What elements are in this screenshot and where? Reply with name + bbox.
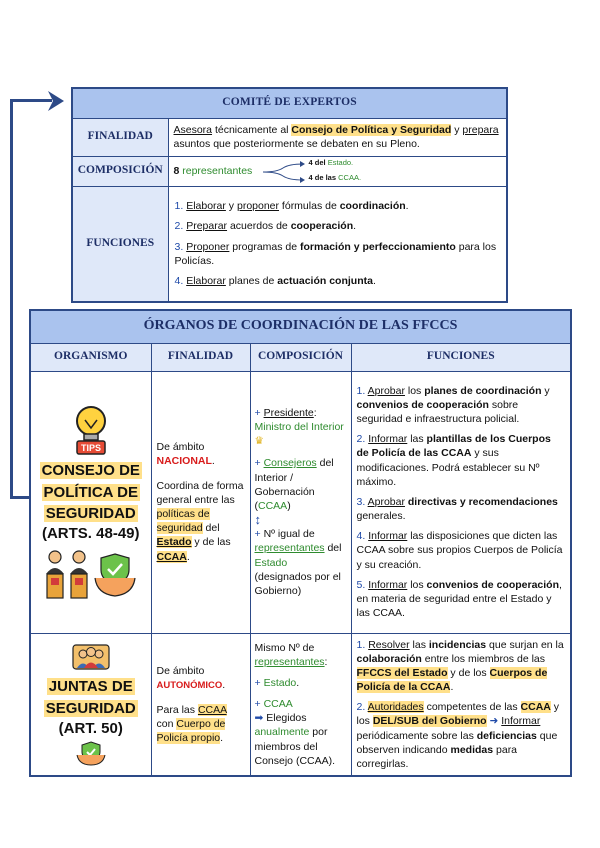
num: 1. [356,384,366,397]
text: los [407,578,427,591]
arrow-right-icon [46,90,66,112]
text: Estado. [327,157,354,167]
text: convenios de cooperación [356,398,489,411]
text: . [353,220,357,233]
num: 3. [356,495,366,508]
word-prepara: prepara [462,123,499,136]
ambito-nacional: NACIONAL [156,455,212,468]
num: 3. [174,240,184,253]
text: representantes [254,655,325,668]
text: los [404,384,425,397]
num: 2. [356,433,366,446]
text: . [450,681,454,694]
text: Informar [501,715,541,728]
text: Elaborar [186,275,226,287]
text: Estado [254,556,288,569]
text: . [186,550,190,563]
text: Nº igual de [263,528,315,541]
consejo-art: (ARTS. 48-49) [41,525,140,543]
list-item [175,274,501,288]
text: , en materia de seguridad entre el Estado y las CCAA. [356,578,562,620]
num: 5. [356,578,366,591]
text: cooperación [290,220,354,233]
text: convenios de cooperación [426,578,559,591]
list-item [357,384,566,427]
text: Cuerpos de Policía de la CCAA [356,666,548,694]
text: Autoridades [367,701,424,714]
list-item [357,638,566,695]
text: Resolver [368,638,410,651]
text: actuación conjunta [277,275,373,287]
text: Coordina de forma general entre las [156,479,244,506]
text: generales. [356,510,406,523]
connector-vertical [10,99,13,498]
text: y [225,200,237,213]
juntas-finalidad-cell [151,633,250,776]
organos-title: ÓRGANOS DE COORDINACIÓN DE LAS FFCCS [30,310,571,343]
text: CCAA [520,701,551,714]
text: Proponer [186,240,230,253]
juntas-organismo-cell [30,633,151,776]
text: Mismo Nº de [254,641,315,654]
branch-ccaa [309,173,362,183]
text: coordinación [339,200,406,213]
text: del Interior / Gobernación ( [254,457,334,512]
text: CCAA. [338,172,362,182]
text: colaboración [356,652,422,665]
list-item [357,700,566,771]
text: Estado [156,536,192,549]
text: + [254,676,264,689]
text: con [156,717,177,730]
comite-funciones-list [168,186,507,302]
list-item [357,495,566,523]
num: 2. [356,701,366,714]
text: por miembros del Consejo (CCAA). [254,726,336,767]
branch-estado [309,158,354,168]
shield-hands-icon [74,740,108,766]
text: Ministro del Interior [254,420,344,433]
text: y sus modificaciones. Podrá establecer su Nº máximo. [356,447,540,488]
updown-arrow-icon: ↕ [254,512,261,528]
comite-finalidad-text [168,118,507,156]
text: Aprobar [367,384,405,397]
branch-arrows-icon [261,160,307,184]
text: Cuerpo de Policía propio [156,717,226,744]
col-header-funciones: FUNCIONES [351,343,571,371]
text: Presidente [263,406,314,419]
text: Preparar [186,220,228,233]
text: programas de [229,240,301,253]
comite-composicion-text [168,156,507,186]
text: acuerdos de [227,220,291,233]
text: Elaborar [186,200,226,213]
juntas-art: (ART. 50) [58,719,123,737]
text: técnicamente al [212,123,292,136]
juntas-name: JUNTAS DE SEGURIDAD [45,678,136,717]
text: sobre seguridad e infraestructura policial. [356,398,520,426]
text: Informar [368,530,408,543]
comite-funciones-label: FUNCIONES [72,186,168,302]
text: Consejeros [263,457,317,470]
list-item [175,219,501,233]
connector-bottom [10,496,30,499]
text: asuntos que posteriormente se debaten en su Pleno. [173,138,420,150]
word-asesora: Asesora [173,123,213,136]
text: + [254,698,264,711]
text: Informar [368,578,408,591]
text: competentes de las [423,701,521,714]
text: Informar [368,433,408,446]
text: medidas [450,743,494,756]
text: entre los miembros de las [421,652,545,665]
text: proponer [236,200,280,213]
text: Elegidos [263,712,307,725]
num: 4. [356,530,366,543]
officials-shield-icon [41,548,141,600]
text: políticas de seguridad [156,508,210,535]
num: 4. [174,275,184,287]
text: Para las [156,703,198,716]
text: directivas y recomendaciones [407,495,558,508]
text: y de los [447,666,490,679]
col-header-finalidad: FINALIDAD [151,343,250,371]
text: 4 de las [308,172,339,182]
text: plantillas de los Cuerpos de Policía de las CCAA [356,433,551,460]
text: . [211,455,215,468]
num: 1. [356,638,366,651]
text: : [313,406,317,419]
text: . [372,275,376,287]
text: De ámbito [156,441,205,454]
num: 1. [174,200,184,213]
text: fórmulas de [279,200,340,213]
consejo-name: CONSEJO DE POLÍTICA DE SEGURIDAD [41,462,140,522]
text: anualmente [254,726,310,739]
text: y [451,123,463,136]
text: y de las [191,536,231,549]
representantes-word: representantes [179,164,253,177]
lightbulb-icon [71,404,111,456]
ambito-autonomico: AUTONÓMICO [156,679,223,691]
list-item [357,529,566,572]
text: . [296,676,300,689]
text: : [324,655,328,668]
text: De ámbito [156,664,205,677]
text: para los Policías. [174,240,497,267]
text: del [202,522,220,535]
list-item [357,578,566,621]
text: DEL/SUB del Gobierno [372,715,487,728]
text: Aprobar [367,495,405,508]
text: del [324,542,342,555]
arrow-right-icon: ➜ [486,715,502,728]
text: planes de coordinación [424,384,542,397]
text: CCAA [197,703,227,716]
arrow-right-icon: ➡ [254,712,264,725]
text: que surjan en la [486,638,564,651]
num-representantes: 8 [173,164,180,177]
tips-label: TIPS [80,443,101,454]
group-people-icon [71,642,111,672]
text: 4 del [308,157,328,167]
text: que observen indicando [356,729,558,756]
text: CCAA [258,499,288,512]
text: representantes [254,542,325,555]
juntas-funciones-cell [351,633,571,776]
text: . [220,731,224,744]
text: para corregirlas. [356,743,518,770]
text: FFCCS del Estado [356,666,448,679]
text: CCAA [263,698,293,711]
consejo-organismo-cell [30,371,151,633]
comite-expertos-table [71,87,508,303]
organos-table [29,309,572,777]
text: deficiencias [476,729,537,742]
consejo-funciones-cell [351,371,571,633]
crown-icon: ♛ [254,435,264,448]
num: 2. [174,220,184,233]
juntas-composicion-cell [250,633,351,776]
text: formación y perfeccionamiento [300,240,456,253]
text: (designados por el Gobierno) [254,570,341,597]
text: las [409,638,429,651]
text: las [407,433,427,446]
comite-finalidad-label: FINALIDAD [72,118,168,156]
list-item [357,432,566,489]
text: ) [287,499,291,512]
text: incidencias [428,638,487,651]
highlight-consejo: Consejo de Política y Seguridad [291,123,452,136]
text: . [222,678,226,691]
text: + [254,406,264,419]
comite-title: COMITÉ DE EXPERTOS [72,88,507,118]
list-item [175,199,501,213]
consejo-composicion-cell [250,371,351,633]
text: y los [356,701,560,728]
text: . [405,200,409,213]
text: + [254,528,264,541]
text: CCAA [156,550,187,563]
text: Estado [263,676,297,689]
col-header-organismo: ORGANISMO [30,343,151,371]
text: las disposiciones que dicten las CCAA sobre sus propios Cuerpos de Policía y su creación. [356,530,563,571]
text: periódicamente sobre las [356,729,477,742]
comite-composicion-label: COMPOSICIÓN [72,156,168,186]
consejo-finalidad-cell [151,371,250,633]
text: planes de [225,275,278,287]
text: + [254,457,264,470]
col-header-composicion: COMPOSICIÓN [250,343,351,371]
list-item [175,240,501,268]
text: y [541,384,550,397]
